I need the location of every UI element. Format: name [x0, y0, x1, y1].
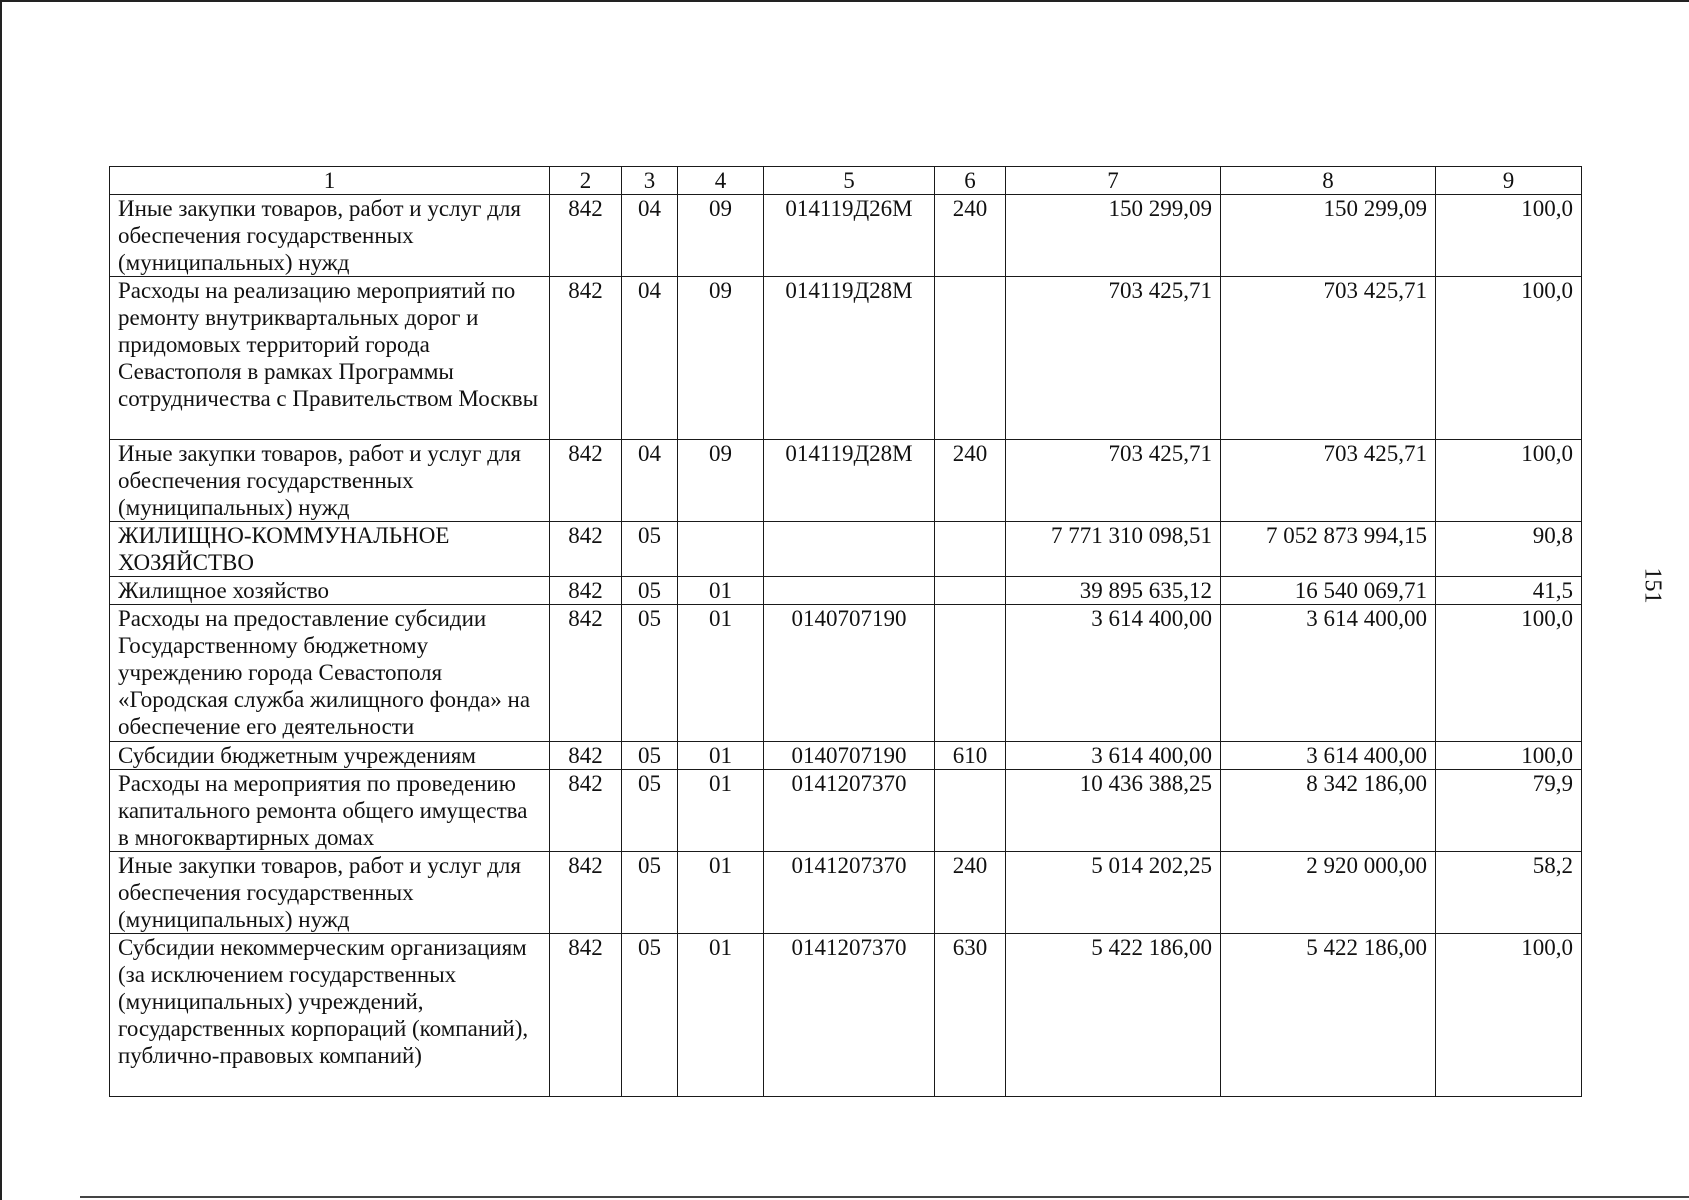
- ministry-code: 842: [550, 195, 622, 277]
- page-edge-left: [0, 0, 2, 1200]
- execution-percent: 41,5: [1436, 577, 1582, 605]
- page-number: 151: [1639, 567, 1666, 604]
- execution-percent: 58,2: [1436, 852, 1582, 934]
- execution-percent: 100,0: [1436, 934, 1582, 1097]
- ministry-code: 842: [550, 770, 622, 852]
- section-code: 05: [622, 577, 678, 605]
- executed-amount: 703 425,71: [1221, 440, 1436, 522]
- expense-type-code: [935, 770, 1006, 852]
- execution-percent: 100,0: [1436, 440, 1582, 522]
- column-header: 6: [935, 167, 1006, 195]
- ministry-code: 842: [550, 277, 622, 440]
- execution-percent: 79,9: [1436, 770, 1582, 852]
- subsection-code: 09: [678, 195, 764, 277]
- target-article-code: 0141207370: [764, 852, 935, 934]
- expense-name: Иные закупки товаров, работ и услуг для обеспечения государственных (муниципальных) нужд: [110, 852, 550, 934]
- section-code: 05: [622, 852, 678, 934]
- target-article-code: 0140707190: [764, 742, 935, 770]
- column-header: 9: [1436, 167, 1582, 195]
- subsection-code: 01: [678, 577, 764, 605]
- execution-percent: 100,0: [1436, 277, 1582, 440]
- planned-amount: 5 014 202,25: [1006, 852, 1221, 934]
- expense-name: Иные закупки товаров, работ и услуг для обеспечения государственных (муниципальных) нужд: [110, 195, 550, 277]
- planned-amount: 3 614 400,00: [1006, 605, 1221, 742]
- expense-type-code: [935, 522, 1006, 577]
- expense-type-code: [935, 605, 1006, 742]
- planned-amount: 150 299,09: [1006, 195, 1221, 277]
- column-header: 2: [550, 167, 622, 195]
- planned-amount: 3 614 400,00: [1006, 742, 1221, 770]
- table-row: [110, 605, 1582, 742]
- executed-amount: 3 614 400,00: [1221, 742, 1436, 770]
- planned-amount: 10 436 388,25: [1006, 770, 1221, 852]
- executed-amount: 5 422 186,00: [1221, 934, 1436, 1097]
- expense-name: Иные закупки товаров, работ и услуг для обеспечения государственных (муниципальных) нужд: [110, 440, 550, 522]
- target-article-code: 014119Д28М: [764, 440, 935, 522]
- planned-amount: 7 771 310 098,51: [1006, 522, 1221, 577]
- expense-type-code: 240: [935, 440, 1006, 522]
- target-article-code: [764, 522, 935, 577]
- section-code: 05: [622, 742, 678, 770]
- execution-percent: 100,0: [1436, 742, 1582, 770]
- expense-name: Расходы на реализацию мероприятий по ремонту внутриквартальных дорог и придомовых территорий города Севастополя в рамках Программы сотрудничества с Правительством Москвы: [110, 277, 550, 440]
- target-article-code: 0141207370: [764, 934, 935, 1097]
- expense-name: Расходы на мероприятия по проведению капитального ремонта общего имущества в многоквартирных домах: [110, 770, 550, 852]
- executed-amount: 150 299,09: [1221, 195, 1436, 277]
- executed-amount: 8 342 186,00: [1221, 770, 1436, 852]
- column-header: 1: [110, 167, 550, 195]
- planned-amount: 703 425,71: [1006, 440, 1221, 522]
- planned-amount: 39 895 635,12: [1006, 577, 1221, 605]
- table-header-row: [110, 167, 1582, 195]
- section-code: 05: [622, 605, 678, 742]
- execution-percent: 90,8: [1436, 522, 1582, 577]
- column-header: 8: [1221, 167, 1436, 195]
- expense-type-code: [935, 277, 1006, 440]
- table-row: [110, 440, 1582, 522]
- table-row: [110, 277, 1582, 440]
- expense-name: Субсидии некоммерческим организациям (за исключением государственных (муниципальных) учреждений, государственных корпораций (компаний), публично-правовых компаний): [110, 934, 550, 1097]
- table-row: [110, 195, 1582, 277]
- section-code: 04: [622, 277, 678, 440]
- planned-amount: 5 422 186,00: [1006, 934, 1221, 1097]
- table-row: [110, 742, 1582, 770]
- target-article-code: 0140707190: [764, 605, 935, 742]
- ministry-code: 842: [550, 577, 622, 605]
- expense-type-code: 240: [935, 195, 1006, 277]
- executed-amount: 703 425,71: [1221, 277, 1436, 440]
- budget-table: [109, 166, 1582, 1097]
- page-edge-bottom: [80, 1196, 1689, 1198]
- column-header: 7: [1006, 167, 1221, 195]
- page-edge-top: [0, 0, 1689, 2]
- expense-name: Расходы на предоставление субсидии Государственному бюджетному учреждению города Севастополя «Городская служба жилищного фонда» на обеспечение его деятельности: [110, 605, 550, 742]
- execution-percent: 100,0: [1436, 605, 1582, 742]
- subsection-code: 01: [678, 934, 764, 1097]
- table-row: [110, 934, 1582, 1097]
- execution-percent: 100,0: [1436, 195, 1582, 277]
- section-code: 04: [622, 440, 678, 522]
- section-code: 05: [622, 522, 678, 577]
- table-row: [110, 770, 1582, 852]
- subsection-code: 01: [678, 770, 764, 852]
- executed-amount: 3 614 400,00: [1221, 605, 1436, 742]
- table-row: [110, 852, 1582, 934]
- expense-name: ЖИЛИЩНО-КОММУНАЛЬНОЕ ХОЗЯЙСТВО: [110, 522, 550, 577]
- subsection-code: 01: [678, 742, 764, 770]
- expense-type-code: 610: [935, 742, 1006, 770]
- table-row: [110, 577, 1582, 605]
- expense-type-code: 630: [935, 934, 1006, 1097]
- ministry-code: 842: [550, 742, 622, 770]
- subsection-code: 09: [678, 440, 764, 522]
- subsection-code: 09: [678, 277, 764, 440]
- section-code: 05: [622, 934, 678, 1097]
- planned-amount: 703 425,71: [1006, 277, 1221, 440]
- expense-name: Субсидии бюджетным учреждениям: [110, 742, 550, 770]
- section-code: 04: [622, 195, 678, 277]
- subsection-code: [678, 522, 764, 577]
- target-article-code: [764, 577, 935, 605]
- column-header: 4: [678, 167, 764, 195]
- column-header: 5: [764, 167, 935, 195]
- ministry-code: 842: [550, 934, 622, 1097]
- section-code: 05: [622, 770, 678, 852]
- column-header: 3: [622, 167, 678, 195]
- expense-name: Жилищное хозяйство: [110, 577, 550, 605]
- ministry-code: 842: [550, 440, 622, 522]
- ministry-code: 842: [550, 605, 622, 742]
- target-article-code: 0141207370: [764, 770, 935, 852]
- executed-amount: 16 540 069,71: [1221, 577, 1436, 605]
- executed-amount: 2 920 000,00: [1221, 852, 1436, 934]
- ministry-code: 842: [550, 852, 622, 934]
- subsection-code: 01: [678, 852, 764, 934]
- expense-type-code: [935, 577, 1006, 605]
- executed-amount: 7 052 873 994,15: [1221, 522, 1436, 577]
- subsection-code: 01: [678, 605, 764, 742]
- target-article-code: 014119Д26М: [764, 195, 935, 277]
- target-article-code: 014119Д28М: [764, 277, 935, 440]
- expense-type-code: 240: [935, 852, 1006, 934]
- ministry-code: 842: [550, 522, 622, 577]
- table-row: [110, 522, 1582, 577]
